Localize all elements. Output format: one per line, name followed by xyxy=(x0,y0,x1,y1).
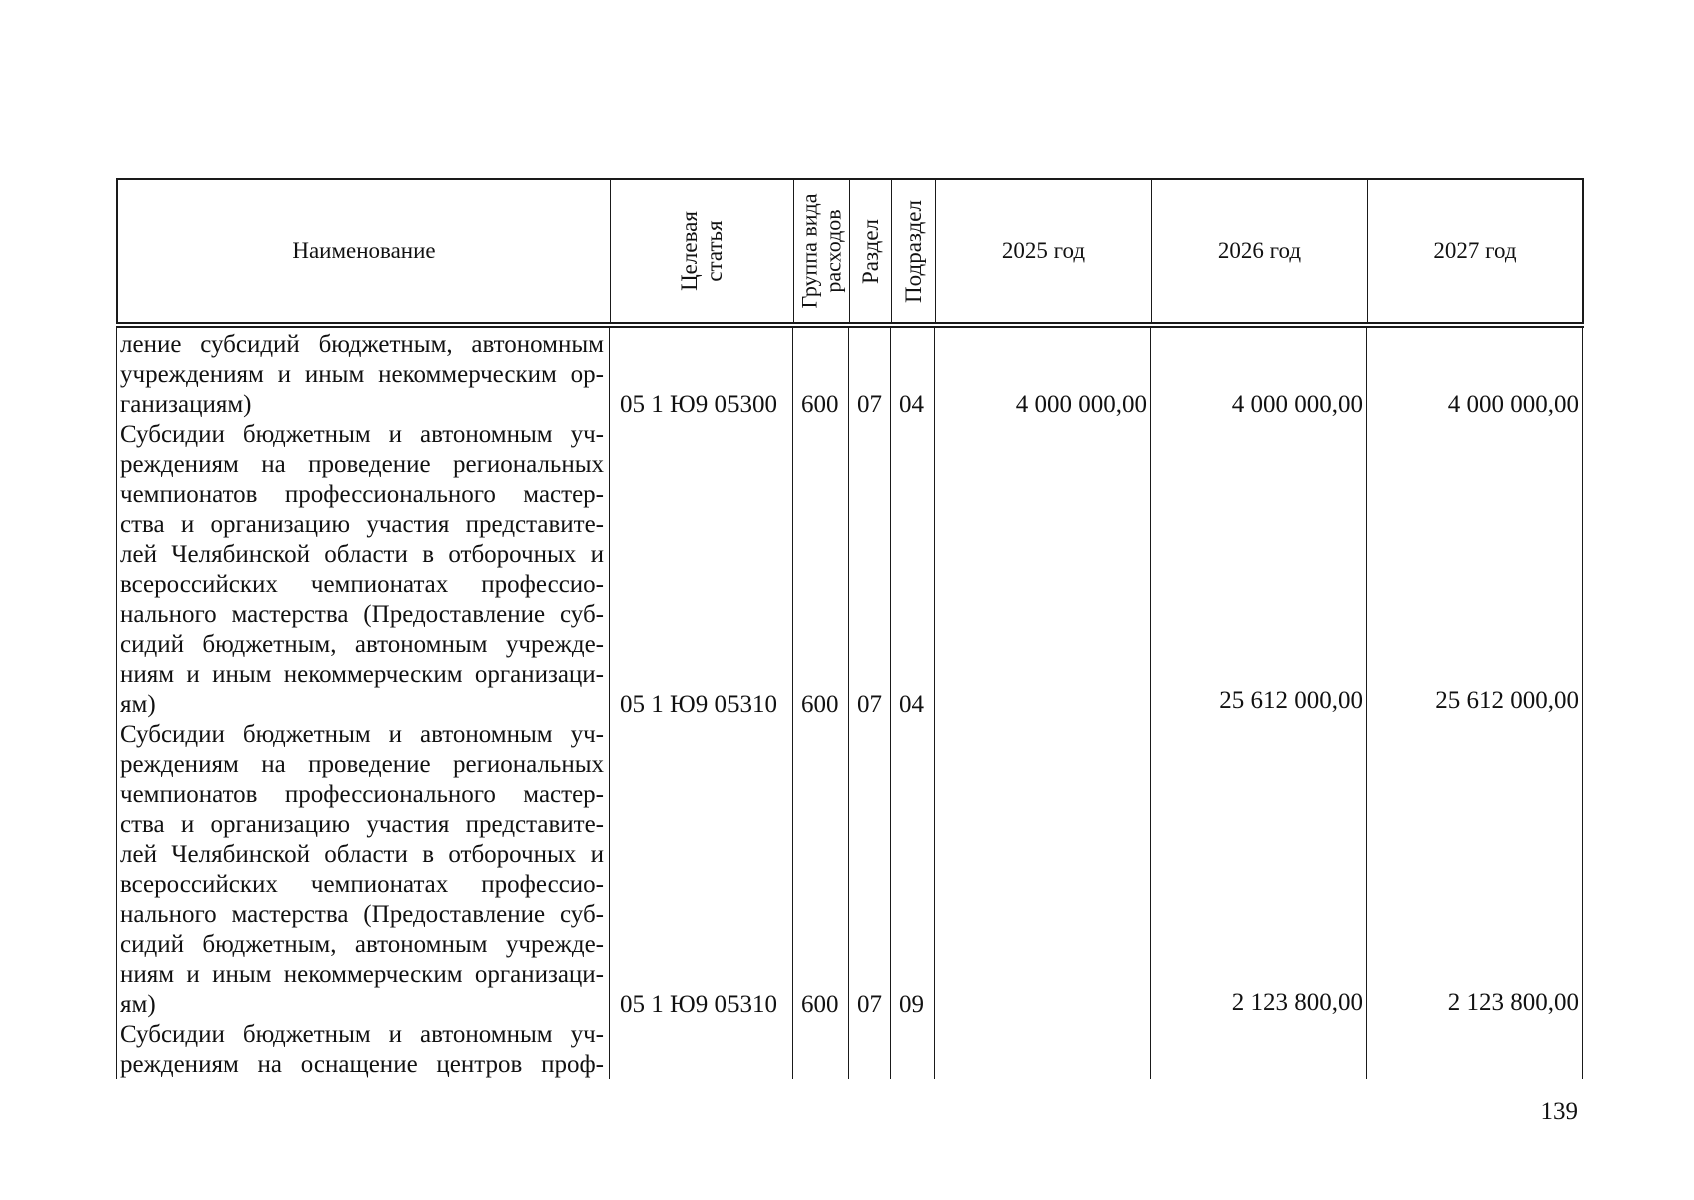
header-year-2026-label: 2026 год xyxy=(1217,238,1302,263)
name-line: ства и организацию участия представите- xyxy=(120,811,604,838)
column-rule xyxy=(1366,328,1367,1079)
column-rule xyxy=(848,328,849,1079)
name-line: ление субсидий бюджетным, автономным xyxy=(120,331,604,358)
name-line: всероссийских чемпионатах профессио- xyxy=(120,871,604,898)
name-line: реждениям на оснащение центров проф- xyxy=(120,1051,604,1078)
expense-group-cell: 600 xyxy=(801,691,839,718)
name-line: ганизациям) xyxy=(120,391,252,418)
name-line: ям) xyxy=(120,691,156,718)
amount-2027-cell: 25 612 000,00 xyxy=(1435,687,1579,714)
section-cell: 07 xyxy=(857,391,882,418)
expense-group-cell: 600 xyxy=(801,991,839,1018)
target-article-cell: 05 1 Ю9 05310 xyxy=(620,991,777,1018)
header-expense-group-line2: расходов xyxy=(820,209,846,293)
name-line: Субсидии бюджетным и автономным уч- xyxy=(120,421,604,448)
expense-group-cell: 600 xyxy=(801,391,839,418)
name-column-text xyxy=(120,330,604,1080)
name-line: Субсидии бюджетным и автономным уч- xyxy=(120,1021,604,1048)
subsection-cell: 04 xyxy=(899,391,924,418)
subsection-cell: 09 xyxy=(899,991,924,1018)
target-article-cell: 05 1 Ю9 05310 xyxy=(620,691,777,718)
header-name-label: Наименование xyxy=(292,238,436,263)
header-year-2025 xyxy=(936,180,1152,322)
name-line: нального мастерства (Предоставление суб- xyxy=(120,601,604,628)
header-target-article xyxy=(611,180,794,322)
header-section xyxy=(850,180,892,322)
header-expense-group xyxy=(794,180,850,322)
header-expense-group-line1: Группа вида xyxy=(796,193,822,309)
header-year-2027-label: 2027 год xyxy=(1433,238,1517,263)
table-body xyxy=(116,326,1584,1079)
name-line: ства и организацию участия представите- xyxy=(120,511,604,538)
amount-2025-cell: 4 000 000,00 xyxy=(1015,391,1147,418)
header-section-label: Раздел xyxy=(858,218,883,284)
amount-2026-cell: 2 123 800,00 xyxy=(1231,989,1363,1016)
header-subsection xyxy=(892,180,936,322)
name-line: сидий бюджетным, автономным учрежде- xyxy=(120,931,604,958)
name-line: лей Челябинской области в отборочных и xyxy=(120,541,604,568)
header-subsection-label: Подраздел xyxy=(901,199,927,303)
name-line: ниям и иным некоммерческим организаци- xyxy=(120,661,604,688)
name-line: ям) xyxy=(120,991,156,1018)
name-line: сидий бюджетным, автономным учрежде- xyxy=(120,631,604,658)
name-line: реждениям на проведение региональных xyxy=(120,451,604,478)
name-line: ниям и иным некоммерческим организаци- xyxy=(120,961,604,988)
amount-2026-cell: 4 000 000,00 xyxy=(1231,391,1363,418)
name-line: лей Челябинской области в отборочных и xyxy=(120,841,604,868)
column-rule xyxy=(1150,328,1151,1079)
name-line: нального мастерства (Предоставление суб- xyxy=(120,901,604,928)
name-line: чемпионатов профессионального мастер- xyxy=(120,781,604,808)
header-target-article-line1: Целевая xyxy=(676,211,702,291)
column-rule xyxy=(116,328,117,1079)
amount-2026-cell: 25 612 000,00 xyxy=(1219,687,1363,714)
name-line: учреждениям и иным некоммерческим ор- xyxy=(120,361,604,388)
subsection-cell: 04 xyxy=(899,691,924,718)
amount-2027-cell: 2 123 800,00 xyxy=(1447,989,1579,1016)
name-line: Субсидии бюджетным и автономным уч- xyxy=(120,721,604,748)
header-year-2027 xyxy=(1368,180,1582,322)
target-article-cell: 05 1 Ю9 05300 xyxy=(620,391,777,418)
page-number: 139 xyxy=(1540,1098,1578,1125)
section-cell: 07 xyxy=(857,991,882,1018)
name-line: всероссийских чемпионатах профессио- xyxy=(120,571,604,598)
name-line: чемпионатов профессионального мастер- xyxy=(120,481,604,508)
header-year-2025-label: 2025 год xyxy=(1001,238,1086,263)
section-cell: 07 xyxy=(857,691,882,718)
amount-2027-cell: 4 000 000,00 xyxy=(1447,391,1579,418)
header-year-2026 xyxy=(1152,180,1368,322)
column-rule xyxy=(609,328,610,1079)
column-rule xyxy=(890,328,891,1079)
name-line: реждениям на проведение региональных xyxy=(120,751,604,778)
header-target-article-line2: статья xyxy=(701,220,727,282)
column-rule xyxy=(792,328,793,1079)
header-name xyxy=(118,180,611,322)
table-header xyxy=(116,178,1584,324)
column-rule xyxy=(1582,328,1583,1079)
column-rule xyxy=(934,328,935,1079)
